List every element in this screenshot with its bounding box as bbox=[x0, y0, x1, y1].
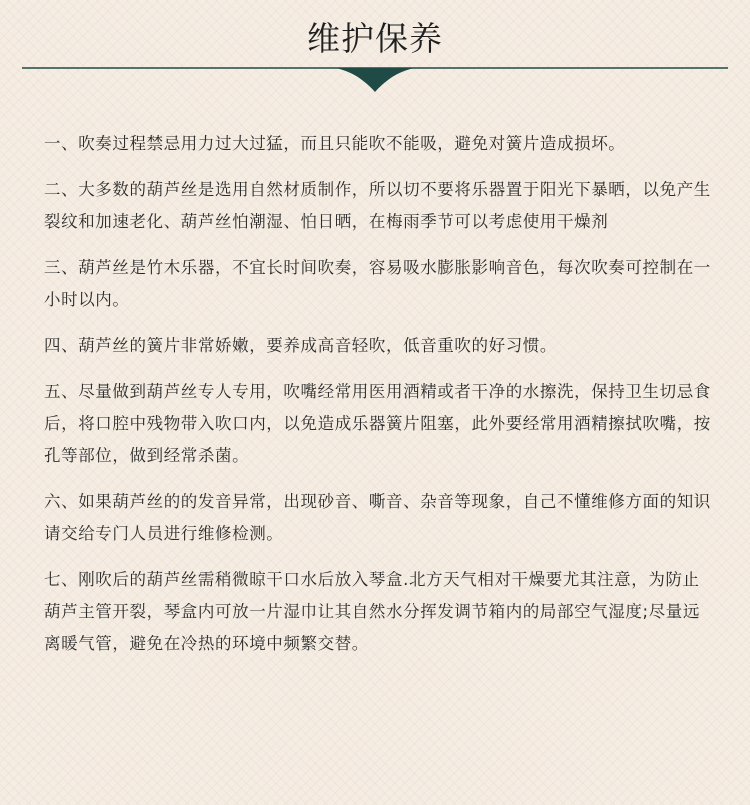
divider-ornament bbox=[336, 68, 414, 92]
page-title: 维护保养 bbox=[307, 19, 443, 58]
maintenance-item-6: 六、如果葫芦丝的的发音异常，出现砂音、嘶音、杂音等现象，自己不懂维修方面的知识请交给专门人员进行维修检测。 bbox=[44, 492, 711, 543]
maintenance-item-7: 七、刚吹后的葫芦丝需稍微晾干口水后放入琴盒.北方天气相对干燥要尤其注意，为防止葫芦主管开裂，琴盒内可放一片湿巾让其自然水分挥发调节箱内的局部空气湿度;尽量远离暖气管，避免在冷热的环境中频繁交替。 bbox=[44, 570, 700, 653]
maintenance-item-2: 二、大多数的葫芦丝是选用自然材质制作，所以切不要将乐器置于阳光下暴晒，以免产生裂纹和加速老化、葫芦丝怕潮湿、怕日晒，在梅雨季节可以考虑使用干燥剂 bbox=[44, 180, 711, 231]
maintenance-item-3: 三、葫芦丝是竹木乐器，不宜长时间吹奏，容易吸水膨胀影响音色，每次吹奏可控制在一小时以内。 bbox=[44, 258, 711, 309]
maintenance-item-1: 一、吹奏过程禁忌用力过大过猛，而且只能吹不能吸，避免对簧片造成损坏。 bbox=[44, 134, 626, 153]
title-divider bbox=[22, 66, 728, 94]
maintenance-item-5: 五、尽量做到葫芦丝专人专用，吹嘴经常用医用酒精或者干净的水擦洗，保持卫生切忌食后，将口腔中残物带入吹口内，以免造成乐器簧片阻塞，此外要经常用酒精擦拭吹嘴，按孔等部位，做到经常杀菌。 bbox=[44, 382, 711, 465]
maintenance-list bbox=[44, 128, 712, 674]
maintenance-item-4: 四、葫芦丝的簧片非常娇嫩，要养成高音轻吹，低音重吹的好习惯。 bbox=[44, 336, 557, 355]
